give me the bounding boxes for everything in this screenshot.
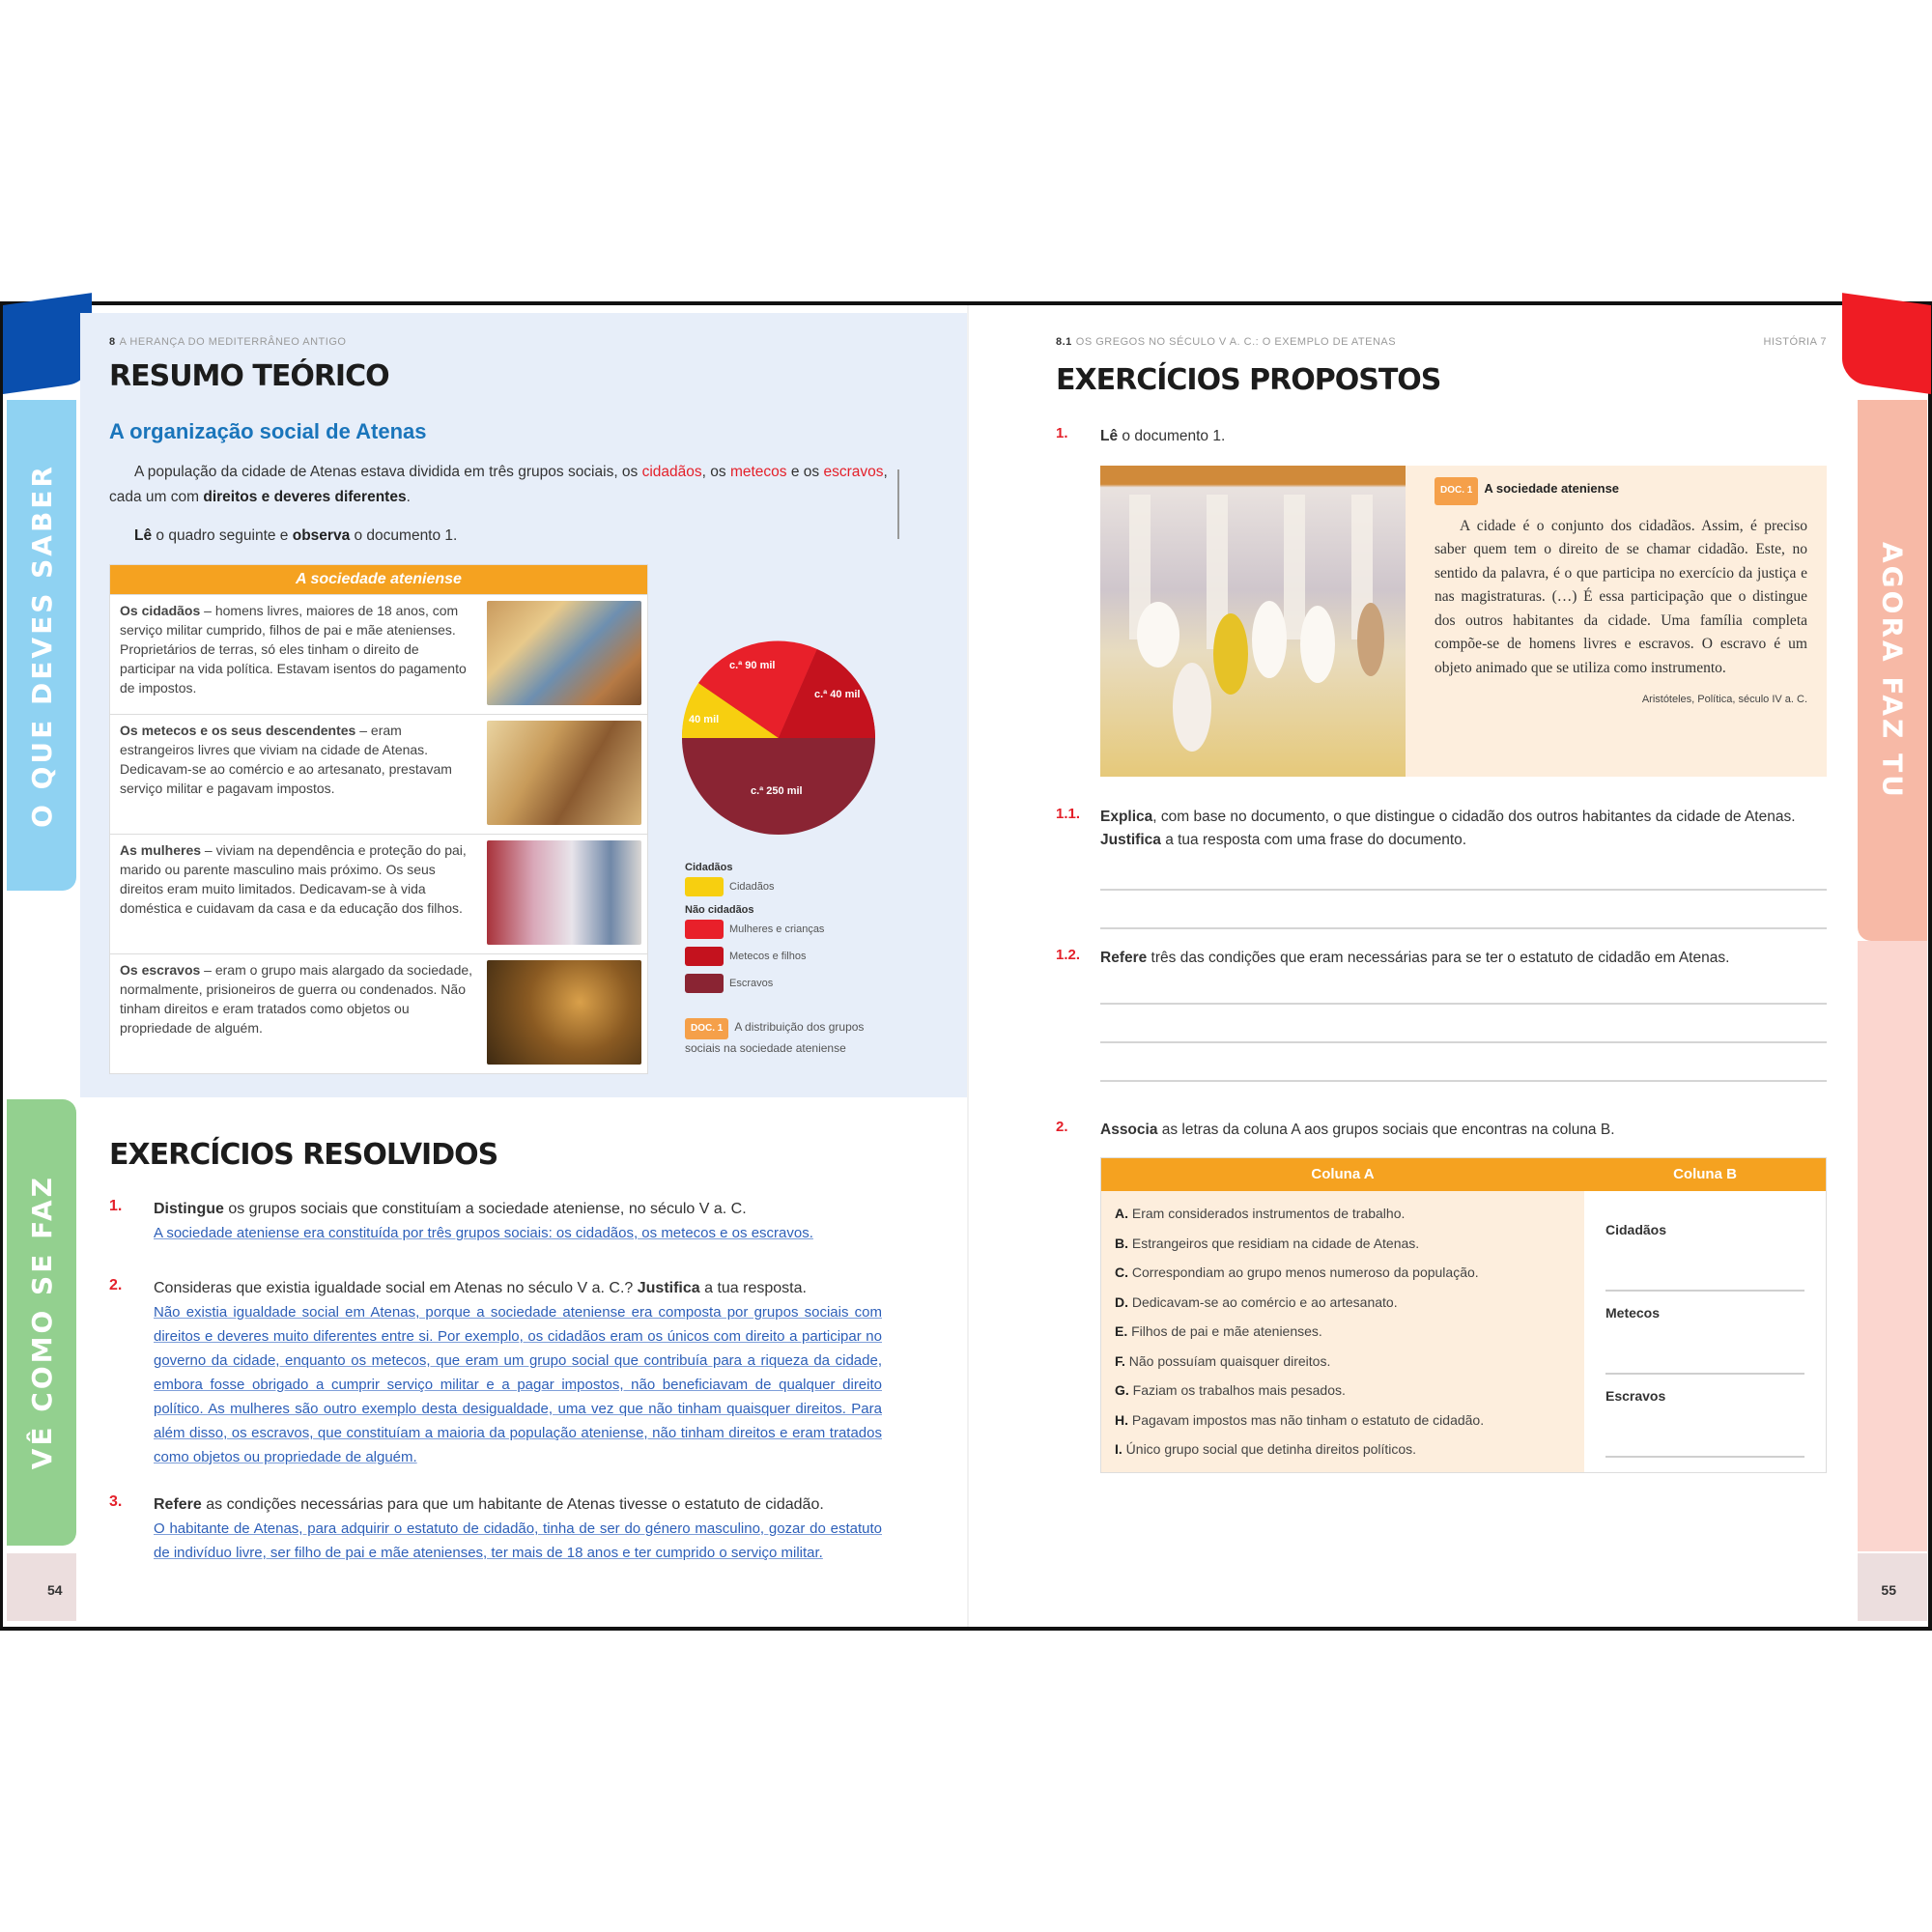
tab-label: O QUE DEVES SABER <box>25 463 58 828</box>
table-row: Os escravos – eram o grupo mais alargado da sociedade, normalmente, prisioneiros de guerra ou condenados. Não tinham direitos e eram tratados como objetos ou propriedade de alguém. <box>110 953 647 1073</box>
answer-text: A sociedade ateniense era constituída por três grupos sociais: os cidadãos, os metecos e os escravos. <box>154 1225 813 1241</box>
social-groups-table <box>109 564 648 1074</box>
pie-label-metics: c.ª 40 mil <box>814 689 861 700</box>
left-page <box>3 305 969 1627</box>
legend-item: Escravos <box>685 974 888 993</box>
slaves-illustration <box>487 960 641 1065</box>
pie-label-women: c.ª 90 mil <box>729 660 776 671</box>
tab-label: VÊ COMO SE FAZ <box>25 1175 58 1470</box>
proposed-exercise-1-1: 1.1. Explica, com base no documento, o que distingue o cidadão dos outros habitantes da cidade de Atenas. Justifica a tua resposta com uma frase do documento. <box>1056 806 1796 848</box>
margin-rule <box>897 469 899 539</box>
page-number: 55 <box>1881 1582 1896 1598</box>
proposed-exercise-1: 1. Lê o documento 1. <box>1056 425 1226 444</box>
right-corner-tab <box>1842 293 1931 394</box>
tab-agora-faz-tu[interactable] <box>1858 400 1927 941</box>
page-number-strip <box>7 1553 76 1621</box>
legend-item: Metecos e filhos <box>685 947 888 966</box>
document-text: DOC. 1 A sociedade ateniense A cidade é o conjunto dos cidadãos. Assim, é preciso saber quem tem o direito de se chamar cidadão. Este, no sentido da palavra, é o que participa no exercício da justiça e nas magistraturas. (…) É essa participação que o distingue dos outros habitantes da cidade. Uma família completa compõe-se de homens livres e escravos. O escravo é um objeto animado que se utiliza como instrumento. Aristóteles, Política, século IV a. C. <box>1435 477 1807 712</box>
answer-field-cidadaos[interactable]: Cidadãos <box>1605 1208 1804 1292</box>
column-a-item: I. Único grupo social que detinha direitos políticos. <box>1115 1441 1417 1457</box>
metics-illustration <box>487 721 641 825</box>
answer-text: O habitante de Atenas, para adquirir o estatuto de cidadão, tinha de ser do género masculino, gozar do estatuto de indivíduo livre, ser filho de pai e mãe atenienses, ter mais de 18 anos e ter cumprido o serviço militar. <box>154 1520 882 1561</box>
column-a-item: H. Pagavam impostos mas não tinham o estatuto de cidadão. <box>1115 1411 1485 1428</box>
pie-label-citizens: 40 mil <box>689 714 720 725</box>
answer-field-metecos[interactable]: Metecos <box>1605 1292 1804 1375</box>
resolved-title: EXERCÍCIOS RESOLVIDOS <box>109 1138 498 1172</box>
resolved-exercise-3: 3. Refere as condições necessárias para que um habitante de Atenas tivesse o estatuto de cidadão. O habitante de Atenas, para adquirir o estatuto de cidadão, tinha de ser do género masculino, gozar do estatuto de indivíduo livre, ser filho de pai e mãe atenienses, ter mais de 18 anos e ter cumprido o serviço militar. <box>109 1493 882 1565</box>
column-b <box>1584 1191 1826 1472</box>
pie-svg <box>679 639 878 838</box>
proposed-exercise-1-2: 1.2. Refere três das condições que eram necessárias para se ter o estatuto de cidadão em Atenas. <box>1056 947 1730 966</box>
resolved-exercise-2: 2. Consideras que existia igualdade social em Atenas no século V a. C.? Justifica a tua resposta. Não existia igualdade social em Atenas, porque a sociedade ateniense era composta por grupos sociais com direitos e deveres muito diferentes entre si. Por exemplo, os cidadãos eram os únicos com direito a participar no governo da cidade, enquanto os metecos, que eram um grupo social que contribuía para a riqueza da cidade, embora fosse obrigado a cumprir serviço militar e a pagar impostos, não beneficiavam de qualquer direito político. As mulheres são outro exemplo desta desigualdade, uma vez que não tinham quaisquer direitos. Para além disso, os escravos, que constituíam a maioria da população ateniense, não tinham direitos e eram tratados como objetos ou propriedade de alguém. <box>109 1277 882 1469</box>
tab-label: AGORA FAZ TU <box>1876 541 1909 800</box>
summary-paragraph: A população da cidade de Atenas estava dividida em três grupos sociais, os cidadãos, os metecos e os escravos, cada um com direitos e deveres diferentes. <box>109 464 888 505</box>
left-corner-tab <box>3 293 92 394</box>
legend-item: Cidadãos <box>685 877 888 896</box>
women-illustration <box>487 840 641 945</box>
subject-label: HISTÓRIA 7 <box>1763 336 1827 348</box>
column-a-item: E. Filhos de pai e mãe atenienses. <box>1115 1323 1322 1339</box>
column-a <box>1101 1191 1584 1472</box>
association-header: Coluna A Coluna B <box>1101 1158 1826 1191</box>
answer-line[interactable] <box>1100 927 1827 929</box>
table-header: A sociedade ateniense <box>110 565 647 594</box>
instruction-paragraph: Lê o quadro seguinte e observa o documento 1. <box>134 527 458 544</box>
section-title: RESUMO TEÓRICO <box>109 359 389 393</box>
column-a-item: D. Dedicavam-se ao comércio e ao artesanato. <box>1115 1293 1398 1310</box>
right-page <box>969 305 1931 1627</box>
chart-legend: Cidadãos Cidadãos Não cidadãos Mulheres e crianças Metecos e filhos Escravos DOC. 1 A distribuição dos grupos sociais na sociedade ateniense <box>685 856 888 1057</box>
document-1 <box>1100 466 1827 777</box>
pie-label-slaves: c.ª 250 mil <box>751 785 803 797</box>
column-a-item: G. Faziam os trabalhos mais pesados. <box>1115 1382 1346 1398</box>
table-row: Os cidadãos – homens livres, maiores de 18 anos, com serviço militar cumprido, filhos de pai e mãe atenienses. Proprietários de terras, só eles tinham o direito de participar na vida política. Estavam isentos do pagamento de impostos. <box>110 594 647 714</box>
proposed-title: EXERCÍCIOS PROPOSTOS <box>1056 363 1441 397</box>
answer-text: Não existia igualdade social em Atenas, porque a sociedade ateniense era composta por grupos sociais com direitos e deveres muito diferentes entre si. Por exemplo, os cidadãos eram os únicos com direito a participar no governo da cidade, enquanto os metecos, que eram um grupo social que contribuía para a riqueza da cidade, embora fosse obrigado a cumprir serviço militar e a pagar impostos, não beneficiavam de qualquer direito político. As mulheres são outro exemplo desta desigualdade, uma vez que não tinham quaisquer direitos. Para além disso, os escravos, que constituíam a maioria da população ateniense, não tinham direitos e eram tratados como objetos ou propriedade de alguém. <box>154 1304 882 1465</box>
tab-o-que-deves-saber[interactable] <box>7 400 76 891</box>
resolved-exercise-1: 1. Distingue os grupos sociais que constituíam a sociedade ateniense, no século V a. C. A sociedade ateniense era constituída por três grupos sociais: os cidadãos, os metecos e os escravos. <box>109 1198 882 1245</box>
document-source: Aristóteles, Política, século IV a. C. <box>1641 694 1807 705</box>
column-a-item: F. Não possuíam quaisquer direitos. <box>1115 1352 1331 1369</box>
chart-caption: DOC. 1 A distribuição dos grupos sociais na sociedade ateniense <box>685 1020 865 1055</box>
proposed-exercise-2: 2. Associa as letras da coluna A aos grupos sociais que encontras na coluna B. <box>1056 1119 1615 1138</box>
column-a-item: A. Eram considerados instrumentos de trabalho. <box>1115 1206 1406 1221</box>
running-head: 8.1 OS GREGOS NO SÉCULO V A. C.: O EXEMPLO DE ATENAS <box>1056 336 1397 348</box>
agora-illustration <box>1100 466 1406 777</box>
answer-line[interactable] <box>1100 889 1827 891</box>
answer-line[interactable] <box>1100 1041 1827 1043</box>
answer-field-escravos[interactable]: Escravos <box>1605 1375 1804 1458</box>
legend-item: Mulheres e crianças <box>685 920 888 939</box>
association-table <box>1100 1157 1827 1473</box>
tab-ve-como-se-faz[interactable] <box>7 1099 76 1546</box>
textbook-spread <box>0 301 1932 1631</box>
column-a-item: B. Estrangeiros que residiam na cidade de Atenas. <box>1115 1235 1420 1251</box>
running-head: 8 A HERANÇA DO MEDITERRÂNEO ANTIGO <box>109 336 347 348</box>
citizens-illustration <box>487 601 641 705</box>
page-number: 54 <box>47 1582 63 1598</box>
tab-extension <box>1858 941 1927 1551</box>
answer-line[interactable] <box>1100 1003 1827 1005</box>
table-row: Os metecos e os seus descendentes – eram estrangeiros livres que viviam na cidade de Atenas. Dedicavam-se ao comércio e ao artesanato, prestavam serviço militar e pagavam impostos. <box>110 714 647 834</box>
population-pie-chart <box>679 639 878 838</box>
answer-line[interactable] <box>1100 1080 1827 1082</box>
summary-subtitle: A organização social de Atenas <box>109 419 427 443</box>
table-row: As mulheres – viviam na dependência e proteção do pai, marido ou parente masculino mais próximo. Os seus direitos eram muito limitados. Dedicavam-se à vida doméstica e cuidavam da casa e da educação dos filhos. <box>110 834 647 953</box>
column-a-item: C. Correspondiam ao grupo menos numeroso da população. <box>1115 1264 1479 1280</box>
